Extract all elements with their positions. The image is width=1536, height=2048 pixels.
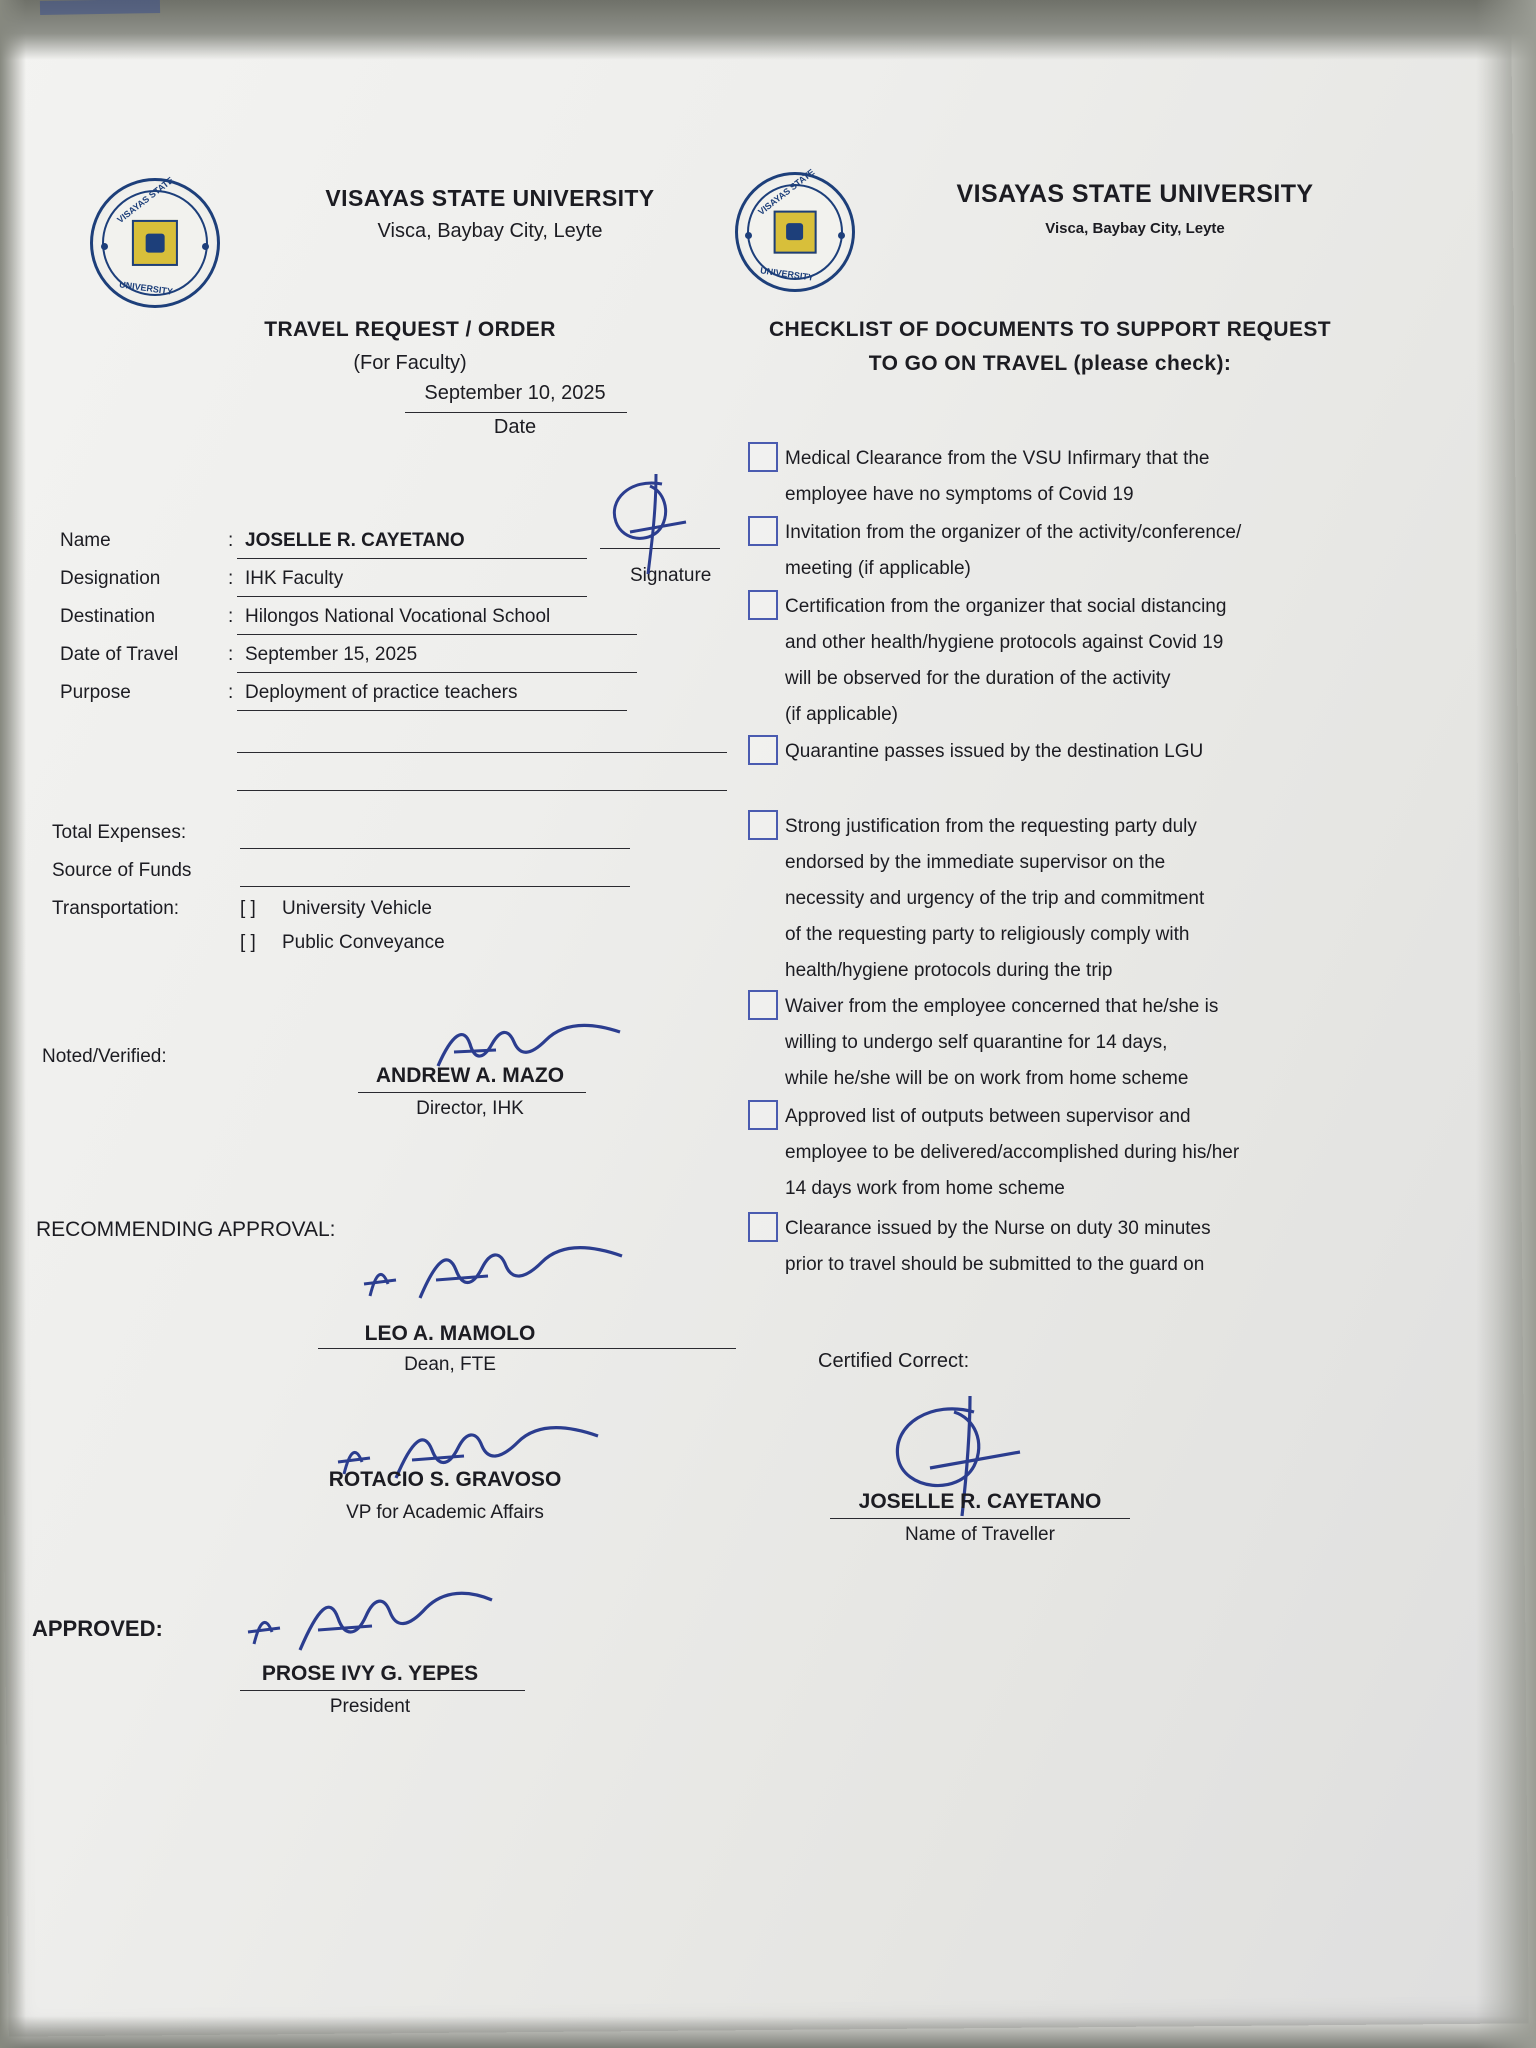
field-underline-designation [237, 596, 587, 597]
checklist-checkbox-4[interactable] [748, 810, 778, 840]
checklist-text-0-0: Medical Clearance from the VSU Infirmary that the [785, 448, 1210, 469]
seal-top-text: VISAYAS STATE [115, 174, 176, 226]
form-date-value: September 10, 2025 [424, 382, 606, 404]
signature-label: Signature [630, 565, 712, 586]
checklist-text-2-0: Certification from the organizer that social distancing [785, 596, 1227, 617]
field-colon-destination: : [228, 606, 234, 627]
checklist-text-2-1: and other health/hygiene protocols against Covid 19 [785, 632, 1224, 653]
approval-position-yepes: President [329, 1696, 411, 1717]
source-of-funds-label: Source of Funds [52, 860, 192, 881]
transportation-label: Transportation: [52, 898, 180, 919]
field-label-date-of-travel: Date of Travel [60, 644, 179, 665]
right-university-name: VISAYAS STATE UNIVERSITY [956, 180, 1314, 208]
field-value-name[interactable]: JOSELLE R. CAYETANO [245, 530, 465, 551]
seal-bottom-text: UNIVERSITY [118, 279, 174, 297]
signature-stroke-yepes [240, 1580, 500, 1660]
left-university-address: Visca, Baybay City, Leyte [377, 220, 603, 242]
certified-correct-position: Name of Traveller [905, 1524, 1055, 1545]
university-seal-right [735, 166, 855, 292]
checklist-text-5-1: willing to undergo self quarantine for 14 days, [785, 1032, 1168, 1053]
checklist-text-5-0: Waiver from the employee concerned that he/she is [785, 996, 1219, 1017]
checklist-checkbox-7[interactable] [748, 1212, 778, 1242]
checklist-title-line1: CHECKLIST OF DOCUMENTS TO SUPPORT REQUEST [768, 318, 1332, 341]
transportation-option-label-1: Public Conveyance [282, 932, 445, 953]
checklist-text-4-4: health/hygiene protocols during the trip [785, 960, 1113, 981]
form-date-label: Date [493, 416, 537, 438]
purpose-extra-line-1 [237, 752, 727, 753]
checklist-checkbox-1[interactable] [748, 516, 778, 546]
total-expenses-label: Total Expenses: [52, 822, 187, 843]
field-underline-name [237, 558, 587, 559]
checklist-checkbox-2[interactable] [748, 590, 778, 620]
field-underline-date-of-travel [237, 672, 637, 673]
checklist-checkbox-0[interactable] [748, 442, 778, 472]
approval-position-mazo: Director, IHK [416, 1098, 524, 1119]
field-colon-designation: : [228, 568, 234, 589]
approval-name-mamolo: LEO A. MAMOLO [364, 1322, 536, 1345]
certified-correct-heading: Certified Correct: [818, 1350, 970, 1372]
field-label-purpose: Purpose [60, 682, 131, 703]
certified-correct-name: JOSELLE R. CAYETANO [858, 1490, 1102, 1513]
checklist-text-1-1: meeting (if applicable) [785, 558, 971, 579]
certified-correct-underline [830, 1518, 1130, 1519]
checklist-text-4-1: endorsed by the immediate supervisor on the [785, 852, 1166, 873]
approval-underline-mamolo [318, 1348, 736, 1349]
source-of-funds-underline [240, 886, 630, 887]
field-underline-purpose [237, 710, 627, 711]
approval-name-gravoso: ROTACIO S. GRAVOSO [328, 1468, 562, 1491]
transportation-option-label-0: University Vehicle [282, 898, 432, 919]
checklist-text-5-2: while he/she will be on work from home scheme [785, 1068, 1189, 1089]
approval-name-mazo: ANDREW A. MAZO [375, 1064, 565, 1087]
checklist-title-line2: TO GO ON TRAVEL (please check): [868, 352, 1232, 375]
checklist-text-6-2: 14 days work from home scheme [785, 1178, 1065, 1199]
form-subtitle: (For Faculty) [353, 352, 467, 374]
seal-arc-text-2 [738, 166, 852, 289]
approval-name-yepes: PROSE IVY G. YEPES [261, 1662, 479, 1685]
field-value-purpose[interactable]: Deployment of practice teachers [245, 682, 518, 703]
approval-underline-mazo [358, 1092, 586, 1093]
field-label-designation: Designation [60, 568, 161, 589]
purpose-extra-line-2 [237, 790, 727, 791]
checklist-text-2-3: (if applicable) [785, 704, 898, 725]
checklist-text-4-3: of the requesting party to religiously comply with [785, 924, 1190, 945]
checklist-text-7-0: Clearance issued by the Nurse on duty 30 minutes [785, 1218, 1211, 1239]
checklist-checkbox-3[interactable] [748, 735, 778, 765]
field-value-designation[interactable]: IHK Faculty [245, 568, 344, 589]
field-colon-name: : [228, 530, 234, 551]
approval-position-gravoso: VP for Academic Affairs [346, 1502, 544, 1523]
checklist-text-7-1: prior to travel should be submitted to the guard on [785, 1254, 1205, 1275]
seal-arc-text [93, 174, 217, 305]
signature-stroke-mamolo [360, 1232, 650, 1312]
approval-heading-recommending: RECOMMENDING APPROVAL: [36, 1218, 336, 1241]
field-colon-date-of-travel: : [228, 644, 234, 665]
field-label-name: Name [60, 530, 111, 551]
field-value-destination[interactable]: Hilongos National Vocational School [245, 606, 551, 627]
form-title: TRAVEL REQUEST / ORDER [264, 318, 556, 341]
field-value-date-of-travel[interactable]: September 15, 2025 [245, 644, 418, 665]
checklist-text-6-0: Approved list of outputs between supervisor and [785, 1106, 1191, 1127]
checklist-text-1-0: Invitation from the organizer of the activity/conference/ [785, 522, 1242, 543]
seal-top-text-2: VISAYAS STATE [756, 166, 817, 218]
signature-stroke-traveller-top [590, 470, 710, 580]
university-seal-left [90, 174, 220, 308]
left-university-name: VISAYAS STATE UNIVERSITY [325, 185, 655, 211]
field-label-destination: Destination [60, 606, 156, 627]
checklist-checkbox-6[interactable] [748, 1100, 778, 1130]
field-colon-purpose: : [228, 682, 234, 703]
checklist-checkbox-5[interactable] [748, 990, 778, 1020]
transportation-option-box-1[interactable]: [ ] [240, 932, 256, 953]
checklist-text-0-1: employee have no symptoms of Covid 19 [785, 484, 1134, 505]
checklist-text-3-0: Quarantine passes issued by the destination LGU [785, 741, 1204, 762]
seal-bottom-text-2: UNIVERSITY [759, 265, 815, 283]
approval-position-mamolo: Dean, FTE [404, 1354, 496, 1375]
checklist-text-4-2: necessity and urgency of the trip and commitment [785, 888, 1205, 909]
checklist-text-2-2: will be observed for the duration of the activity [785, 668, 1171, 689]
approval-underline-yepes [240, 1690, 525, 1691]
checklist-text-6-1: employee to be delivered/accomplished during his/her [785, 1142, 1240, 1163]
form-date-underline [405, 412, 627, 413]
approval-heading-noted-verified: Noted/Verified: [42, 1046, 167, 1067]
approval-heading-approved: APPROVED: [32, 1616, 163, 1641]
field-underline-destination [237, 634, 637, 635]
right-university-address: Visca, Baybay City, Leyte [1045, 220, 1225, 237]
transportation-option-box-0[interactable]: [ ] [240, 898, 256, 919]
checklist-text-4-0: Strong justification from the requesting party duly [785, 816, 1197, 837]
total-expenses-underline [240, 848, 630, 849]
